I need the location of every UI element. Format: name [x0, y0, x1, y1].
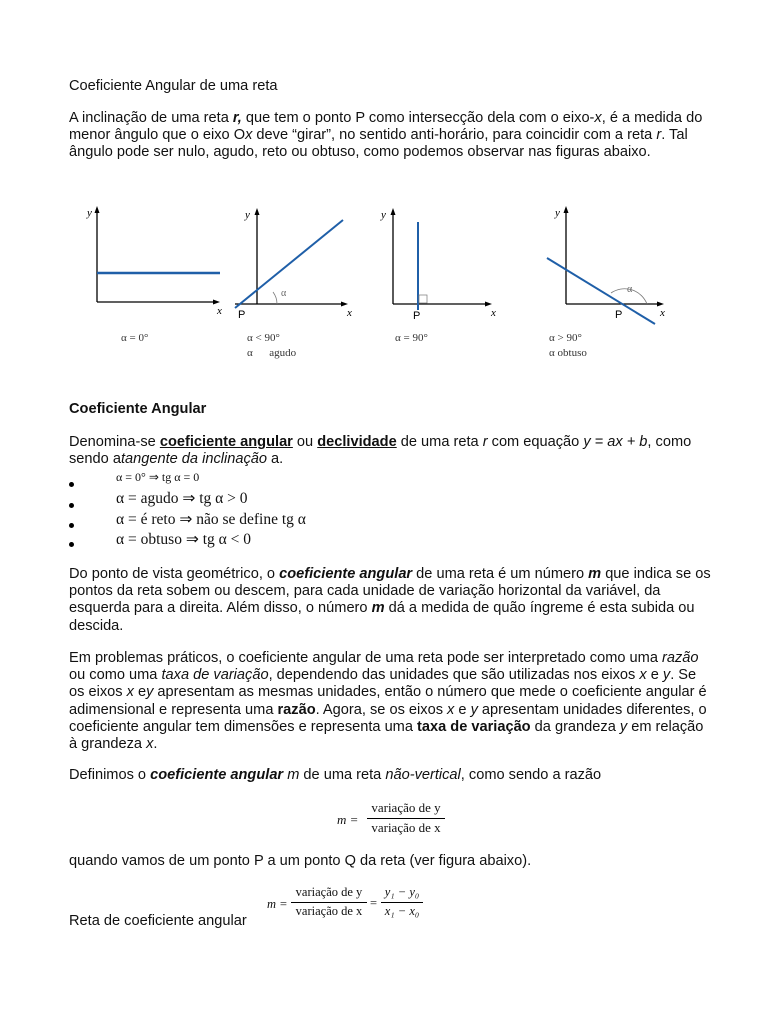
prob-em: x — [126, 684, 134, 701]
def-text: ou — [292, 434, 318, 450]
geo-m: m — [371, 600, 385, 617]
caption-zero: α = 0° — [121, 332, 149, 344]
arrow-icon — [391, 208, 396, 215]
def-text: a. — [267, 451, 284, 468]
axis-label-y: y — [555, 207, 560, 219]
geo-term: coeficiente angular — [279, 566, 413, 582]
falling-line — [547, 258, 655, 324]
intro-text: , é a medida do menor ângulo que o eixo O — [69, 110, 703, 144]
prob-text: apresentam unidades diferentes, o coeficiente angular tem dimensões e representa uma — [69, 701, 707, 735]
prob-em: y — [619, 718, 628, 735]
defm-text: Definimos o — [69, 767, 151, 783]
figure-acute-svg — [235, 200, 375, 330]
arrow-icon — [213, 300, 220, 305]
def-text: , como sendo a — [69, 434, 692, 468]
defm-term: coeficiente angular — [150, 767, 284, 783]
axis-label-y: y — [381, 209, 386, 221]
prob-em: taxa de variação — [161, 667, 269, 684]
practical-paragraph — [69, 650, 714, 753]
prob-text: e — [454, 701, 471, 718]
formula-equals: = — [370, 896, 378, 910]
prob-text: Em problemas práticos, o coeficiente angular de uma reta pode ser interpretado como uma — [69, 650, 662, 666]
document-title: Coeficiente Angular de uma reta — [69, 78, 278, 94]
caption-obtuse: α > 90° — [549, 332, 582, 344]
axis-label-x: x — [347, 307, 352, 319]
pq-paragraph: quando vamos de um ponto P a um ponto Q da reta (ver figura abaixo). — [69, 853, 532, 869]
prob-text: apresentam as mesmas unidades, então o número que mede o coeficiente angular é adimensional e representa uma — [69, 684, 707, 718]
right-angle-mark — [419, 295, 427, 303]
formula-m: m = — [267, 897, 288, 911]
arrow-icon — [341, 302, 348, 307]
prob-text: e — [646, 667, 663, 684]
axis-label-x: x — [660, 307, 665, 319]
intro-x: x — [594, 110, 602, 126]
bullet-icon — [69, 542, 74, 547]
bullet-icon — [69, 523, 74, 528]
defm-text: , como sendo a razão — [460, 767, 602, 783]
arrow-icon — [564, 206, 569, 213]
geo-m: m — [588, 566, 602, 582]
geo-text: Do ponto de vista geométrico, o — [69, 566, 280, 582]
last-paragraph: Reta de coeficiente angular — [69, 913, 247, 929]
def-r: r — [482, 434, 488, 450]
section-heading: Coeficiente Angular — [69, 401, 207, 417]
definition-paragraph — [69, 434, 714, 468]
formula-denominator: variação de x — [295, 904, 363, 918]
intro-x: x — [245, 127, 253, 144]
prob-text: e — [133, 684, 147, 701]
prob-text: da grandeza — [530, 718, 620, 735]
bullet-text: α = agudo ⇒ tg α > 0 — [116, 490, 248, 507]
bullet-text: α = 0° ⇒ tg α = 0 — [116, 470, 200, 484]
prob-em: x — [146, 736, 154, 753]
alpha-label: α — [281, 288, 287, 299]
def-text: Denomina-se — [69, 434, 160, 450]
prob-text: . Se os eixos — [69, 667, 697, 701]
geo-text: que indica se os pontos da reta sobem ou descem, para cada unidade de variação horizontal da variável, da esquerda para a direita. Além disso, o número — [69, 566, 711, 617]
intro-text: deve “girar”, no sentido anti-horário, para coincidir com a reta — [252, 127, 657, 144]
prob-em: y — [470, 701, 478, 718]
prob-text: . Agora, se os eixos — [315, 701, 448, 718]
term-coeficiente-angular: coeficiente angular — [159, 434, 293, 450]
axis-label-y: y — [245, 209, 250, 221]
prob-text: , dependendo das unidades que são utilizadas nos eixos — [268, 667, 640, 684]
figure-obtuse-svg — [519, 200, 669, 330]
def-equation: y = ax + b — [583, 434, 648, 450]
define-m-paragraph — [69, 767, 714, 784]
subcaption-obtuse: α obtuso — [549, 347, 587, 359]
figure-zero-svg — [87, 200, 233, 330]
defm-nv: não-vertical — [385, 767, 461, 783]
arrow-icon — [95, 206, 100, 213]
term-declividade: declividade — [317, 434, 397, 450]
formula-numerator: variação de y — [371, 800, 441, 815]
formula-m: m = — [337, 812, 359, 827]
formula-ratio — [337, 800, 497, 840]
figure-obtuse-angle — [519, 200, 669, 365]
prob-em: x — [447, 701, 455, 718]
angle-arc — [273, 292, 277, 304]
inclination-figures — [87, 200, 693, 370]
subcaption-acute: α agudo — [247, 347, 297, 359]
caption-acute: α < 90° — [247, 332, 280, 344]
axis-label-y: y — [87, 207, 92, 219]
prob-text: . — [153, 736, 158, 753]
prob-em: y — [662, 667, 671, 684]
geometric-paragraph — [69, 566, 714, 635]
formula-numerator: variação de y — [295, 885, 363, 899]
intro-r: r, — [232, 110, 242, 126]
figure-acute-angle — [235, 200, 375, 365]
prob-strong: razão — [277, 701, 316, 718]
figure-right-svg — [377, 200, 517, 330]
prob-text: ou como uma — [69, 667, 162, 684]
bullet-text: α = obtuso ⇒ tg α < 0 — [116, 531, 251, 548]
defm-text: de uma reta — [299, 767, 386, 783]
geo-text: dá a medida de quão íngreme é esta subida ou descida. — [69, 600, 695, 634]
fraction-bar — [291, 902, 367, 903]
point-label: P — [238, 309, 246, 321]
caption-right: α = 90° — [395, 332, 428, 344]
formula-denominator: variação de x — [371, 820, 441, 835]
rising-line — [235, 220, 343, 308]
formula-numerator-points: y₁ − y₀ — [384, 885, 420, 899]
def-text: com equação — [487, 434, 584, 450]
intro-text: A inclinação de uma reta — [69, 110, 233, 126]
intro-paragraph — [69, 110, 714, 162]
defm-m: m — [287, 767, 300, 783]
figure-zero-angle — [87, 200, 233, 365]
geo-text: de uma reta é um número — [412, 566, 589, 582]
fraction-bar — [367, 818, 445, 819]
arrow-icon — [657, 302, 664, 307]
fraction-bar — [381, 902, 423, 903]
arrow-icon — [485, 302, 492, 307]
prob-strong: taxa de variação — [417, 718, 531, 735]
prob-em: razão — [662, 650, 699, 666]
formula-denominator-points: x₁ − x₀ — [384, 904, 420, 918]
intro-r: r — [656, 127, 662, 144]
figure-right-angle — [377, 200, 517, 365]
prob-em: y — [146, 684, 154, 701]
intro-text: . Tal ângulo pode ser nulo, agudo, reto ou obtuso, como podemos observar nas figuras abaixo. — [69, 127, 688, 161]
bullet-text: α = é reto ⇒ não se define tg α — [116, 511, 306, 528]
bullet-icon — [69, 503, 74, 508]
point-label: P — [615, 309, 623, 321]
axis-label-x: x — [491, 307, 496, 319]
def-text: de uma reta — [396, 434, 483, 450]
point-label: P — [413, 310, 421, 322]
arrow-icon — [255, 208, 260, 215]
axis-label-x: x — [217, 305, 222, 317]
bullet-icon — [69, 482, 74, 487]
prob-text: em relação à grandeza — [69, 718, 704, 753]
alpha-label: α — [627, 284, 633, 295]
intro-text: que tem o ponto P como intersecção dela com o eixo- — [241, 110, 595, 126]
def-tangent: tangente da inclinação — [120, 451, 267, 468]
prob-em: x — [639, 667, 647, 684]
